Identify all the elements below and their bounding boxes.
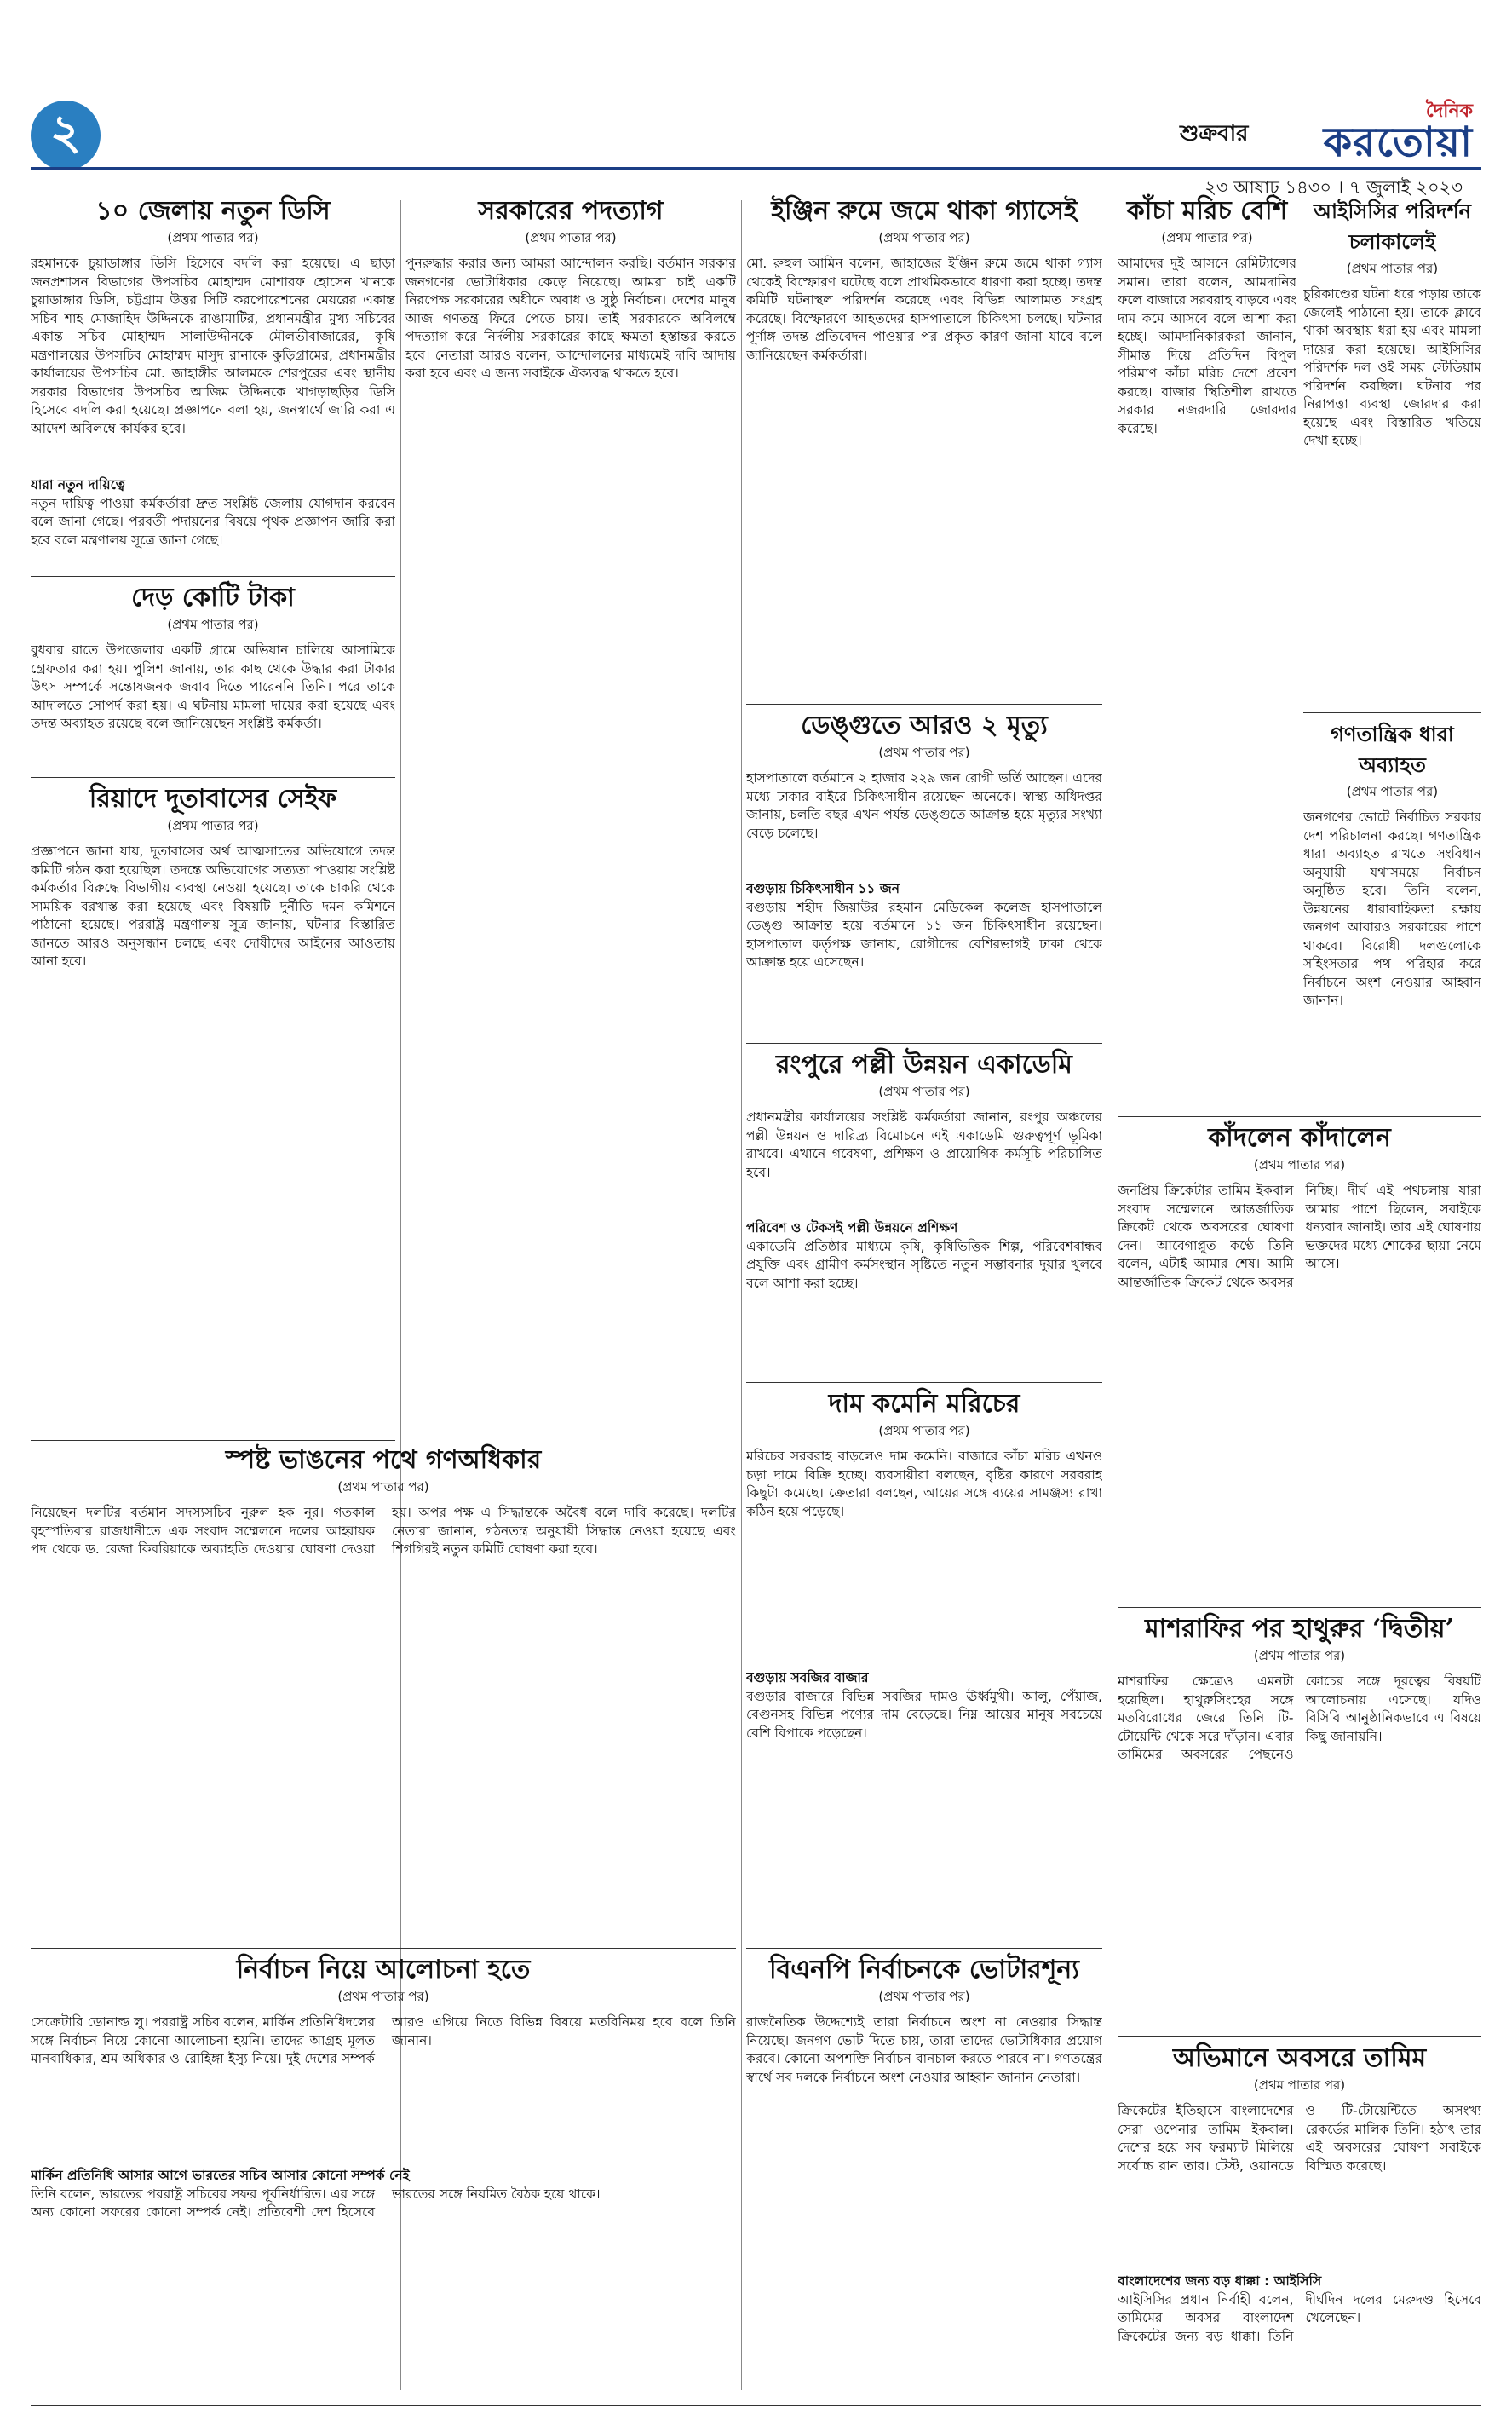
article-subhead: বগুড়ায় চিকিৎসাধীন ১১ জন — [746, 881, 900, 896]
article-headline: নির্বাচন নিয়ে আলোচনা হতে — [236, 1955, 531, 1985]
article-body: আমাদের দুই আসনে রেমিট্যান্সের সমান। তারা বলেন, আমদানির ফলে বাজারে সরবরাহ বাড়বে এবং দাম কমে আসবে বলে আশা করা হচ্ছে। আমদানিকারকরা জানান, সীমান্ত দিয়ে প্রতিদিন বিপুল পরিমাণ কাঁচা মরিচ দেশে প্রবেশ করছে। বাজার স্থিতিশীল রাখতে সরকার নজরদারি জোরদার করেছে। — [1118, 256, 1296, 436]
article-divider — [31, 1440, 395, 1441]
article-headline: সরকারের পদত্যাগ — [478, 196, 664, 226]
article-body: পুনরুদ্ধার করার জন্য আমরা আন্দোলন করছি। বর্তমান সরকার জনগণের ভোটাধিকার কেড়ে নিয়েছে। আমরা চাই একটি নিরপেক্ষ সরকারের অধীনে অবাধ ও সুষ্ঠু নির্বাচন। দেশের মানুষ আজ গণতন্ত্র ফিরে পেতে চায়। তাই সরকারকে অবিলম্বে পদত্যাগ করে নির্দলীয় সরকারের কাছে ক্ষমতা হস্তান্তর করতে হবে। নেতারা আরও বলেন, আন্দোলনের মাধ্যমেই দাবি আদায় করা হবে এবং এ জন্য সবাইকে ঐক্যবদ্ধ থাকতে হবে। — [405, 256, 736, 381]
newspaper-logo — [1243, 100, 1473, 166]
article-divider — [1118, 2036, 1481, 2037]
article-subhead: বাংলাদেশের জন্য বড় ধাক্কা : আইসিসি — [1118, 2273, 1322, 2289]
article-headline: ১০ জেলায় নতুন ডিসি — [95, 196, 331, 226]
article-headline: দেড় কোটি টাকা — [131, 583, 295, 613]
date-line: ২৩ আষাঢ় ১৪৩০ । ৭ জুলাই ২০২৩ — [1204, 177, 1463, 198]
article-headline: রিয়াদে দূতাবাসের সেইফ — [89, 784, 337, 814]
article-body: জনপ্রিয় ক্রিকেটার তামিম ইকবাল সংবাদ সম্মেলনে আন্তর্জাতিক ক্রিকেট থেকে অবসরের ঘোষণা দেন। আবেগাপ্লুত কণ্ঠে তিনি বলেন, এটাই আমার শেষ। আমি আন্তর্জাতিক ক্রিকেট থেকে অবসর নিচ্ছি। দীর্ঘ এই পথচলায় যারা আমার পাশে ছিলেন, সবাইকে ধন্যবাদ জানাই। তার এই ঘোষণায় ভক্তদের মধ্যে শোকের ছায়া নেমে আসে। — [1118, 1183, 1481, 1290]
article-divider — [1118, 1607, 1481, 1608]
article-subhead: পরিবেশ ও টেকসই পল্লী উন্নয়নে প্রশিক্ষণ — [746, 1220, 958, 1236]
article-byline: (প্রথম পাতার পর) — [167, 617, 259, 632]
article-byline: (প্রথম পাতার পর) — [1346, 784, 1439, 799]
article-new-dc — [31, 196, 395, 571]
article-subhead: মার্কিন প্রতিনিধি আসার আগে ভারতের সচিব আসার কোনো সম্পর্ক নেই — [31, 2168, 410, 2183]
article-divider — [746, 704, 1102, 705]
article-byline: (প্রথম পাতার পর) — [878, 1084, 970, 1099]
article-body: প্রধানমন্ত্রীর কার্যালয়ের সংশ্লিষ্ট কর্মকর্তারা জানান, রংপুর অঞ্চলের পল্লী উন্নয়ন ও দারিদ্র্য বিমোচনে এই একাডেমি গুরুত্বপূর্ণ ভূমিকা রাখবে। এখানে গবেষণা, প্রশিক্ষণ ও প্রায়োগিক কর্মসূচি পরিচালিত হবে। — [746, 1109, 1102, 1180]
article-green-chili — [1118, 196, 1296, 1108]
article-body: মো. রুহুল আমিন বলেন, জাহাজের ইঞ্জিন রুমে জমে থাকা গ্যাস থেকেই বিস্ফোরণ ঘটেছে বলে প্রাথমিকভাবে ধারণা করা হচ্ছে। তদন্ত কমিটি ঘটনাস্থল পরিদর্শন করেছে এবং বিভিন্ন আলামত সংগ্রহ করেছে। বিস্ফোরণে আহতদের হাসপাতালে চিকিৎসা চলছে। ঘটনার পূর্ণাঙ্গ তদন্ত প্রতিবেদন পাওয়ার পর প্রকৃত কারণ জানা যাবে বলে জানিয়েছেন কর্মকর্তারা। — [746, 256, 1102, 363]
article-tears — [1118, 1123, 1481, 1600]
article-byline: (প্রথম পাতার পর) — [1346, 261, 1439, 276]
article-headline: ডেঙ্গুতে আরও ২ মৃত্যু — [801, 711, 1048, 740]
day-name: শুক্রবার — [1180, 121, 1249, 147]
article-gonoodhikar — [31, 1445, 736, 1939]
article-body-continued: আইসিসির প্রধান নির্বাহী বলেন, তামিমের অবসর বাংলাদেশ ক্রিকেটের জন্য বড় ধাক্কা। তিনি দীর্ঘদিন দলের মেরুদণ্ড হিসেবে খেলেছেন। — [1118, 2291, 1481, 2344]
article-byline: (প্রথম পাতার পর) — [337, 1479, 429, 1495]
article-body: রাজনৈতিক উদ্দেশ্যেই তারা নির্বাচনে অংশ না নেওয়ার সিদ্ধান্ত নিয়েছে। জনগণ ভোট দিতে চায়, তারা তাদের ভোটাধিকার প্রয়োগ করবে। কোনো অপশক্তি নির্বাচন বানচাল করতে পারবে না। গণতন্ত্রের স্বার্থে সব দলকে নির্বাচনে অংশ নেওয়ার আহ্বান জানান নেতারা। — [746, 2014, 1102, 2085]
page-bottom-rule — [31, 2405, 1481, 2406]
article-divider — [31, 576, 395, 577]
article-body: সেক্রেটারি ডোনাল্ড লু। পররাষ্ট্র সচিব বলেন, মার্কিন প্রতিনিধিদলের সঙ্গে নির্বাচন নিয়ে কোনো আলোচনা হয়নি। তাদের আগ্রহ মূলত মানবাধিকার, শ্রম অধিকার ও রোহিঙ্গা ইস্যু নিয়ে। দুই দেশের সম্পর্ক আরও এগিয়ে নিতে বিভিন্ন বিষয়ে মতবিনিময় হবে বলে তিনি জানান। — [31, 2014, 736, 2066]
article-headline: কাঁদলেন কাঁদালেন — [1208, 1123, 1391, 1153]
article-icc-visit — [1303, 196, 1481, 707]
article-headline: আইসিসির পরিদর্শন চলাকালেই — [1314, 199, 1471, 254]
article-body: মাশরাফির ক্ষেত্রেও এমনটা হয়েছিল। হাথুরুসিংহের সঙ্গে মতবিরোধের জেরে তিনি টি-টোয়েন্টি থেকে সরে দাঁড়ান। এবার তামিমের অবসরের পেছনেও কোচের সঙ্গে দূরত্বের বিষয়টি আলোচনায় এসেছে। যদিও বিসিবি আনুষ্ঠানিকভাবে এ বিষয়ে কিছু জানায়নি। — [1118, 1673, 1481, 1762]
article-subhead: বগুড়ায় সবজির বাজার — [746, 1670, 869, 1685]
article-democracy — [1303, 719, 1481, 1111]
article-body: ক্রিকেটের ইতিহাসে বাংলাদেশের সেরা ওপেনার তামিম ইকবাল। দেশের হয়ে সব ফরম্যাট মিলিয়ে সর্বোচ্চ রান তার। টেস্ট, ওয়ানডে ও টি-টোয়েন্টিতে অসংখ্য রেকর্ডের মালিক তিনি। হঠাৎ তার এই অবসরের ঘোষণা সবাইকে বিস্মিত করেছে। — [1118, 2103, 1481, 2174]
article-divider — [746, 1948, 1102, 1949]
article-byline: (প্রথম পাতার পর) — [1253, 1157, 1346, 1172]
article-body-continued: বগুড়ার বাজারে বিভিন্ন সবজির দামও ঊর্ধ্বমুখী। আলু, পেঁয়াজ, বেগুনসহ বিভিন্ন পণ্যের দাম বেড়েছে। নিম্ন আয়ের মানুষ সবচেয়ে বেশি বিপাকে পড়েছেন। — [746, 1688, 1102, 1741]
article-riyadh — [31, 784, 395, 1432]
logo-small-text: দৈনিক — [1425, 100, 1473, 122]
article-body: চুরিকাণ্ডের ঘটনা ধরে পড়ায় তাকে জেলেই পাঠানো হয়। তাকে ক্লাবে থাকা অবস্থায় ধরা হয় এবং মামলা দায়ের করা হয়েছে। আইসিসির পরিদর্শক দল ওই সময় স্টেডিয়াম পরিদর্শন করছিল। ঘটনার পর নিরাপত্তা ব্যবস্থা জোরদার করা হয়েছে এবং বিস্তারিত খতিয়ে দেখা হচ্ছে। — [1303, 286, 1481, 448]
article-headline: ইঞ্জিন রুমে জমে থাকা গ্যাসেই — [771, 196, 1078, 226]
article-headline: অভিমানে অবসরে তামিম — [1172, 2043, 1427, 2073]
article-bnp-election — [746, 1955, 1102, 2398]
article-body-continued: বগুড়ায় শহীদ জিয়াউর রহমান মেডিকেল কলেজ হাসপাতালে ডেঙ্গু আক্রান্ত হয়ে বর্তমানে ১১ জন চিকিৎসাধীন রয়েছেন। হাসপাতাল কর্তৃপক্ষ জানায়, রোগীদের বেশিরভাগই ঢাকা থেকে আক্রান্ত হয়ে এসেছেন। — [746, 899, 1102, 970]
article-taka — [31, 583, 395, 770]
article-body: হাসপাতালে বর্তমানে ২ হাজার ২২৯ জন রোগী ভর্তি আছেন। এদের মধ্যে ঢাকার বাইরে চিকিৎসাধীন রয়েছেন অনেকে। স্বাস্থ্য অধিদপ্তর জানায়, চলতি বছর এখন পর্যন্ত ডেঙ্গুতে আক্রান্ত হয়ে মৃত্যুর সংখ্যা বেড়ে চলেছে। — [746, 770, 1102, 841]
article-byline: (প্রথম পাতার পর) — [1253, 1648, 1346, 1663]
article-byline: (প্রথম পাতার পর) — [167, 230, 259, 245]
article-divider — [1118, 1116, 1481, 1117]
article-byline: (প্রথম পাতার পর) — [878, 230, 970, 245]
article-divider — [1303, 712, 1481, 713]
masthead-rule — [31, 167, 1481, 170]
article-body: বুধবার রাতে উপজেলার একটি গ্রামে অভিযান চালিয়ে আসামিকে গ্রেফতার করা হয়। পুলিশ জানায়, তার কাছ থেকে উদ্ধার করা টাকার উৎস সম্পর্কে সন্তোষজনক জবাব দিতে পারেননি তিনি। পরে তাকে আদালতে সোপর্দ করা হয়। এ ঘটনায় মামলা দায়ের করা হয়েছে এবং তদন্ত অব্যাহত রয়েছে বলে জানিয়েছেন সংশ্লিষ্ট কর্মকর্তা। — [31, 642, 395, 731]
article-engine-room — [746, 196, 1102, 699]
article-body: জনগণের ভোটে নির্বাচিত সরকার দেশ পরিচালনা করছে। গণতান্ত্রিক ধারা অব্যাহত রাখতে সংবিধান অনুযায়ী যথাসময়ে নির্বাচন অনুষ্ঠিত হবে। তিনি বলেন, উন্নয়নের ধারাবাহিকতা রক্ষায় জনগণ আবারও সরকারের পাশে থাকবে। বিরোধী দলগুলোকে সহিংসতার পথ পরিহার করে নির্বাচনে অংশ নেওয়ার আহ্বান জানান। — [1303, 809, 1481, 1008]
article-subhead: যারা নতুন দায়িত্বে — [31, 477, 125, 493]
article-resignation — [405, 196, 736, 1440]
masthead — [0, 0, 1512, 198]
article-byline: (প্রথম পাতার পর) — [1253, 2077, 1346, 2093]
article-byline: (প্রথম পাতার পর) — [878, 1989, 970, 2004]
article-body: নিয়েছেন দলটির বর্তমান সদস্যসচিব নুরুল হক নুর। গতকাল বৃহস্পতিবার রাজধানীতে এক সংবাদ সম্মেলনে দলের আহ্বায়ক পদ থেকে ড. রেজা কিবরিয়াকে অব্যাহতি দেওয়ার ঘোষণা দেওয়া হয়। অপর পক্ষ এ সিদ্ধান্তকে অবৈধ বলে দাবি করেছে। দলটির নেতারা জানান, গঠনতন্ত্র অনুযায়ী সিদ্ধান্ত নেওয়া হয়েছে এবং শিগগিরই নতুন কমিটি ঘোষণা করা হবে। — [31, 1505, 736, 1557]
article-divider — [31, 777, 395, 778]
article-divider — [746, 1043, 1102, 1044]
article-byline: (প্রথম পাতার পর) — [167, 818, 259, 833]
article-headline: গণতান্ত্রিক ধারা অব্যাহত — [1331, 722, 1454, 777]
article-chili-price — [746, 1389, 1102, 1943]
article-body: প্রজ্ঞাপনে জানা যায়, দূতাবাসের অর্থ আত্মসাতের অভিযোগে তদন্ত কমিটি গঠন করা হয়েছিল। তদন্তে অভিযোগের সত্যতা পাওয়ায় সংশ্লিষ্ট কর্মকর্তার বিরুদ্ধে বিভাগীয় ব্যবস্থা নেওয়া হয়েছে। তাকে চাকরি থেকে সাময়িক বরখাস্ত করা হয়েছে এবং বিষয়টি দুর্নীতি দমন কমিশনে পাঠানো হয়েছে। পররাষ্ট্র মন্ত্রণালয় সূত্র জানায়, ঘটনার বিস্তারিত জানতে আরও অনুসন্ধান চলছে এবং দোষীদের আইনের আওতায় আনা হবে। — [31, 844, 395, 969]
article-headline: স্পষ্ট ভাঙনের পথে গণঅধিকার — [225, 1445, 542, 1475]
article-mashrafe-hathuru — [1118, 1614, 1481, 2031]
article-tamim-retirement — [1118, 2043, 1481, 2398]
article-body-continued: তিনি বলেন, ভারতের পররাষ্ট্র সচিবের সফর পূর্বনির্ধারিত। এর সঙ্গে অন্য কোনো সফরের কোনো সম্পর্ক নেই। প্রতিবেশী দেশ হিসেবে ভারতের সঙ্গে নিয়মিত বৈঠক হয়ে থাকে। — [31, 2186, 601, 2220]
article-byline: (প্রথম পাতার পর) — [878, 745, 970, 760]
article-byline: (প্রথম পাতার পর) — [1161, 230, 1253, 245]
column-divider — [741, 200, 742, 2390]
article-headline: দাম কমেনি মরিচের — [828, 1389, 1020, 1419]
page-number-badge: ২ — [31, 101, 101, 170]
article-divider — [31, 1948, 736, 1949]
article-headline: কাঁচা মরিচ বেশি — [1126, 196, 1288, 226]
article-headline: বিএনপি নির্বাচনকে ভোটারশূন্য — [769, 1955, 1079, 1985]
article-rangpur-academy — [746, 1050, 1102, 1374]
article-byline: (প্রথম পাতার পর) — [878, 1423, 970, 1438]
article-byline: (প্রথম পাতার পর) — [337, 1989, 429, 2004]
article-election-talks — [31, 1955, 736, 2398]
article-body: রহমানকে চুয়াডাঙ্গার ডিসি হিসেবে বদলি করা হয়েছে। এ ছাড়া জনপ্রশাসন বিভাগের উপসচিব মোহাম্মদ মোশারফ হোসেন খানকে চুয়াডাঙ্গার ডিসি, চট্টগ্রাম উত্তর সিটি করপোরেশনের মেয়রের একান্ত সচিব শাহ মোজাহিদ উদ্দিনকে রাঙামাটির, প্রধানমন্ত্রীর মুখ্য সচিবের একান্ত সচিব মোহাম্মদ সালাউদ্দীনকে মৌলভীবাজারের, কৃষি মন্ত্রণালয়ের উপসচিব মোহাম্মদ মাসুদ রানাকে কুড়িগ্রামের, প্রধানমন্ত্রীর কার্যালয়ের উপসচিব মো. জাহাঙ্গীর আলমকে শেরপুরের এবং স্থানীয় সরকার বিভাগের উপসচিব আজিম উদ্দিনকে খাগড়াছড়ির ডিসি হিসেবে বদলি করা হয়েছে। প্রজ্ঞাপনে বলা হয়, জনস্বার্থে জারি করা এ আদেশ অবিলম্বে কার্যকর হবে। — [31, 256, 395, 436]
article-byline: (প্রথম পাতার পর) — [525, 230, 617, 245]
logo-big-text: করতোয়া — [1323, 118, 1473, 166]
article-headline: মাশরাফির পর হাথুরুর ‘দ্বিতীয়’ — [1145, 1614, 1454, 1644]
article-dengue — [746, 711, 1102, 1034]
article-divider — [746, 1382, 1102, 1383]
article-body: মরিচের সরবরাহ বাড়লেও দাম কমেনি। বাজারে কাঁচা মরিচ এখনও চড়া দামে বিক্রি হচ্ছে। ব্যবসায়ীরা বলছেন, বৃষ্টির কারণে সরবরাহ কিছুটা কমেছে। ক্রেতারা বলছেন, আয়ের সঙ্গে ব্যয়ের সামঞ্জস্য রাখা কঠিন হয়ে পড়েছে। — [746, 1449, 1102, 1519]
article-headline: রংপুরে পল্লী উন্নয়ন একাডেমি — [776, 1050, 1072, 1080]
article-body-continued: নতুন দায়িত্ব পাওয়া কর্মকর্তারা দ্রুত সংশ্লিষ্ট জেলায় যোগদান করবেন বলে জানা গেছে। পরবর্তী পদায়নের বিষয়ে পৃথক প্রজ্ঞাপন জারি করা হবে বলে মন্ত্রণালয় সূত্রে জানা গেছে। — [31, 495, 395, 548]
article-body-continued: একাডেমি প্রতিষ্ঠার মাধ্যমে কৃষি, কৃষিভিত্তিক শিল্প, পরিবেশবান্ধব প্রযুক্তি এবং গ্রামীণ কর্মসংস্থান সৃষ্টিতে নতুন সম্ভাবনার দুয়ার খুলবে বলে আশা করা হচ্ছে। — [746, 1238, 1102, 1291]
